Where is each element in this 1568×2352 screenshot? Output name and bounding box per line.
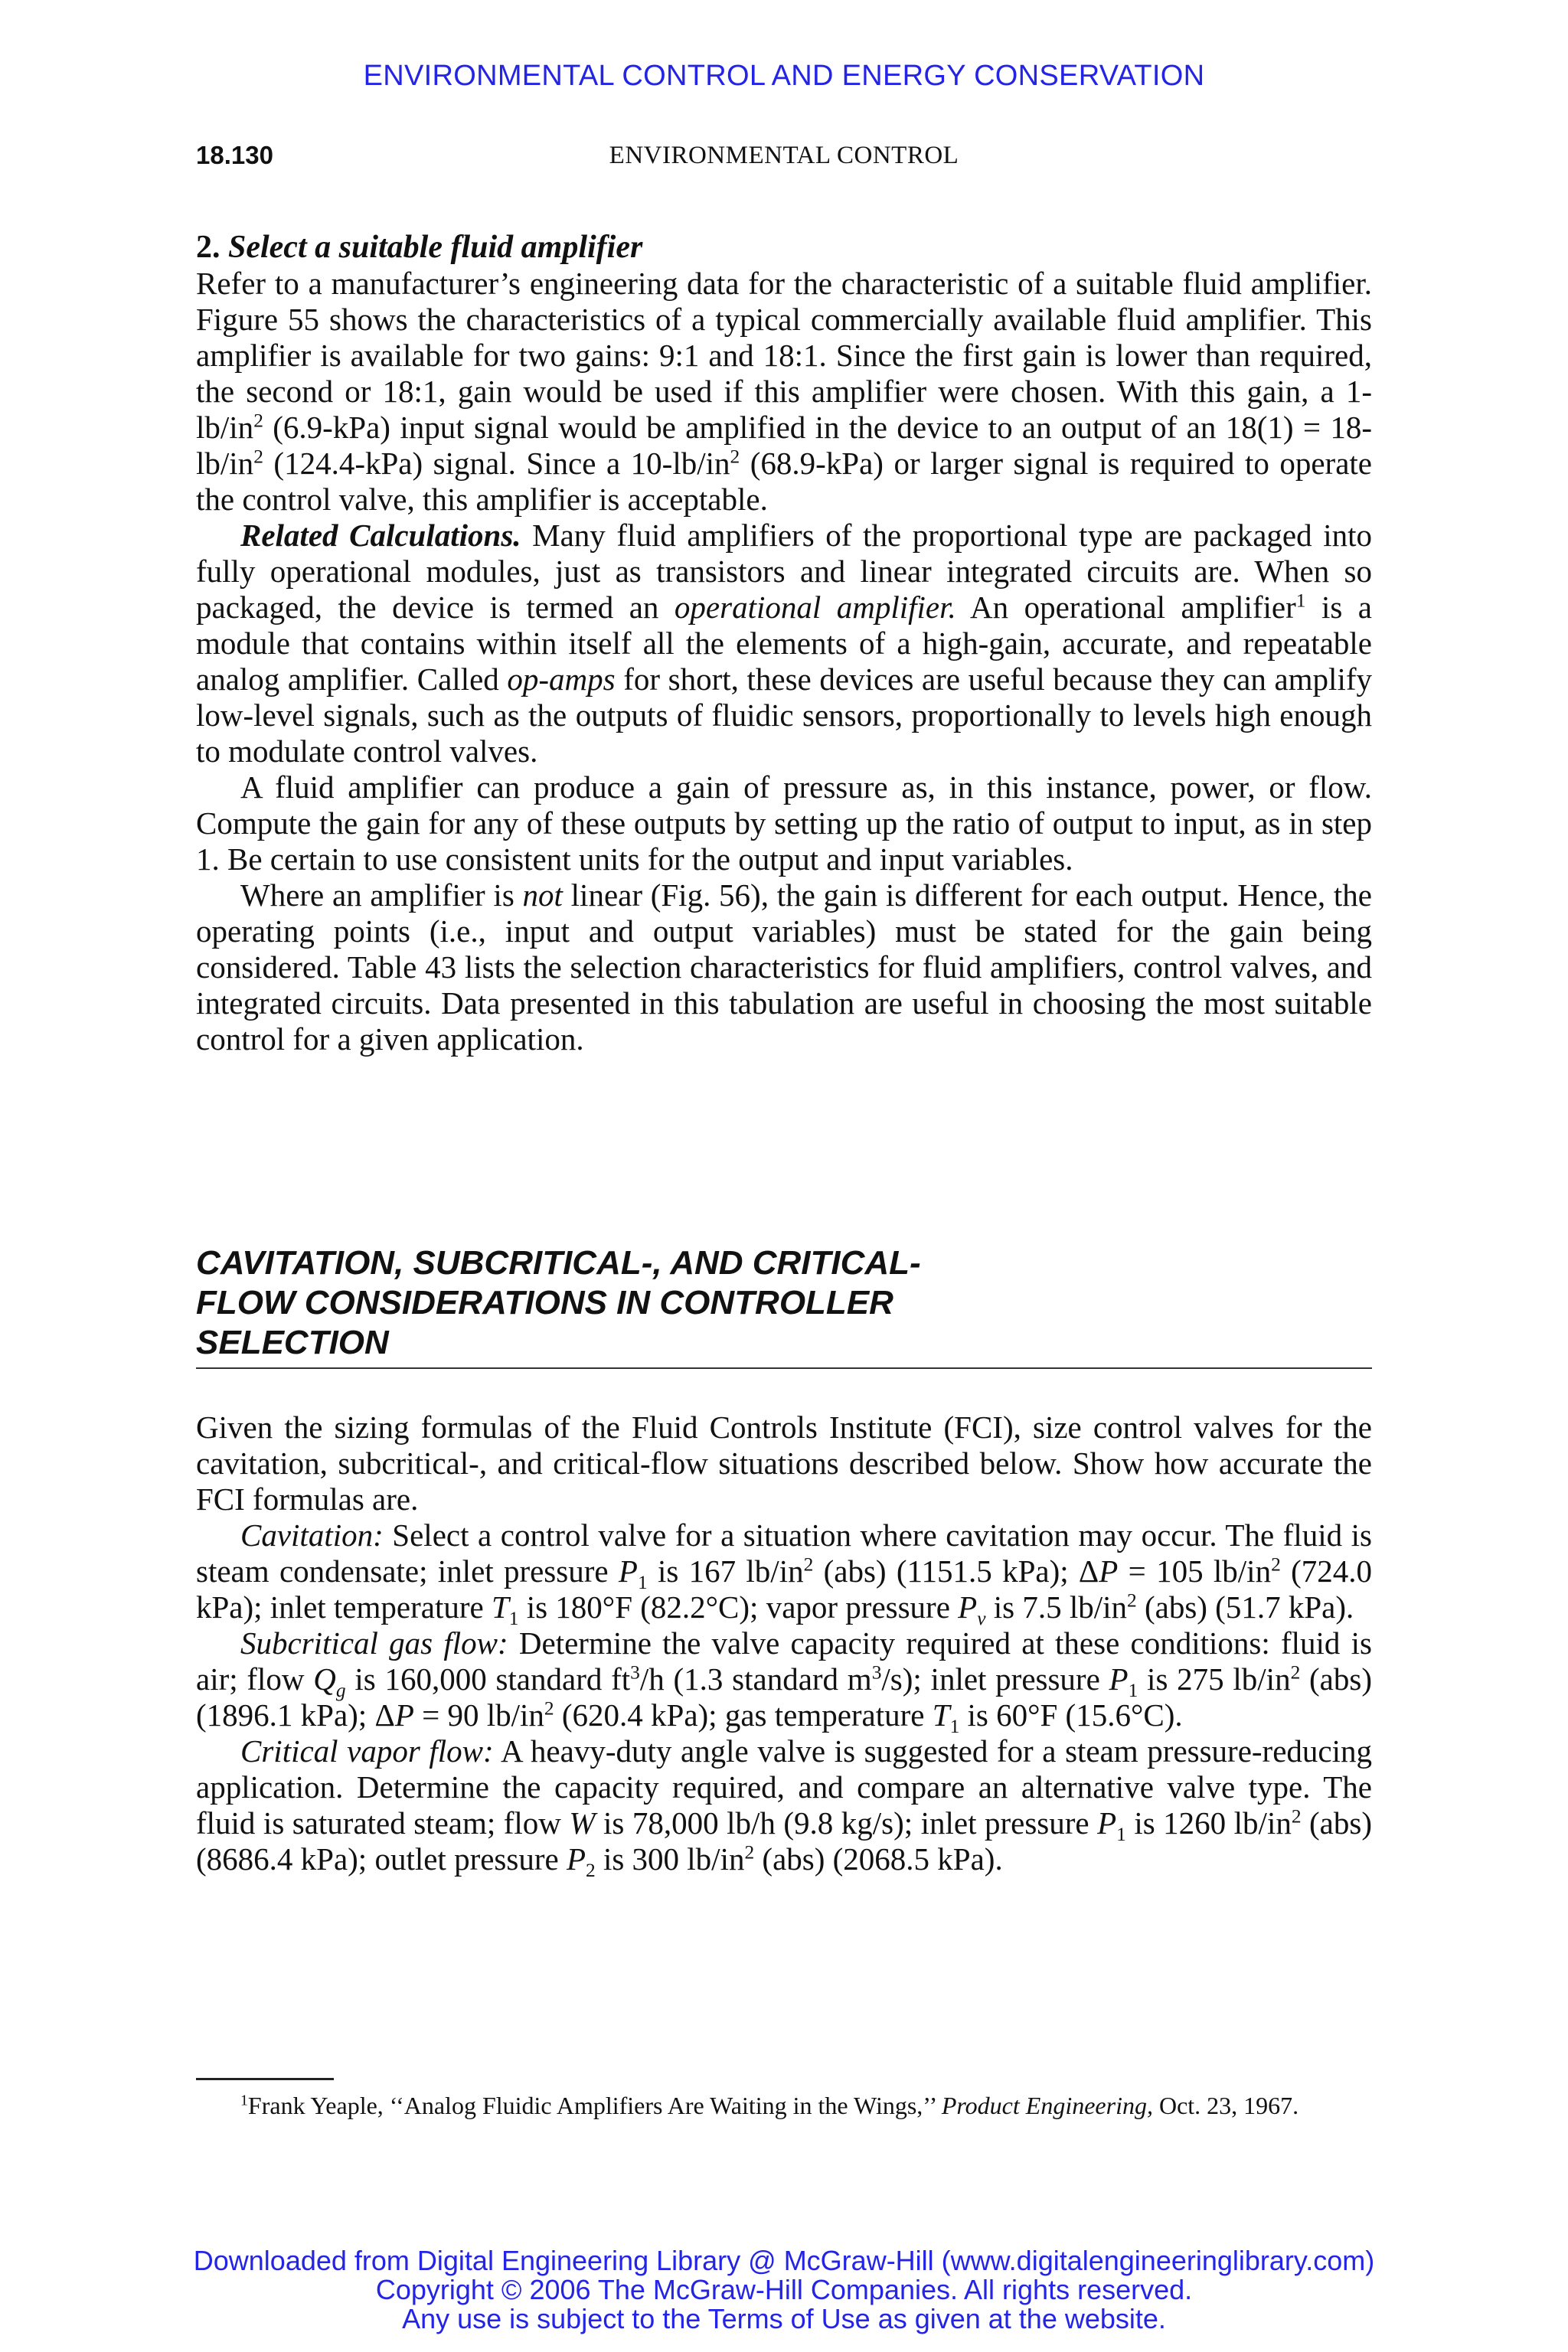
subcritical-gas-paragraph: Subcritical gas flow: Determine the valve capacity required at these conditions: fluid is air; flow $Q_g$ is 160,000 standard $ft^3/h$ (1.3 standard $m^3/s$); inlet pressure $P_1$ is 275 $lb/in^2$ (abs) (1896.1 kPa); ΔP = 90 $lb/in^2$ (620.4 kPa); gas temperature $T_1$ is 60°F (15.6°C). xyxy=(196,1625,1373,1738)
footnote-marker: 1 xyxy=(240,2092,248,2109)
footnote-ref: 1 xyxy=(1295,590,1306,612)
step-2-block xyxy=(196,230,1372,1057)
step-2-paragraph: Refer to a manufacturer’s engineering data for the characteristic of a suitable fluid amplifier. Figure 55 shows the characteristics of a typical commercially available fluid amplifier. This amplifier is available for two gains: 9:1 and 18:1. Since the first gain is lower than required, the second or 18:1, gain would be used if this amplifier were chosen. With this gain, a $1-lb/in^2$ (6.9-kPa) input signal would be amplified in the device to an output of an $18(1) = 18-lb/in^2$ (124.4-kPa) signal. Since a $10-lb/in^2$ (68.9-kPa) or larger signal is required to operate the control valve, this amplifier is acceptable. xyxy=(196,266,1373,517)
step-heading xyxy=(196,230,1372,266)
cavitation-paragraph: Cavitation: Select a control valve for a situation where cavitation may occur. The fluid is steam condensate; inlet pressure $P_1$ is 167 $lb/in^2$ (abs) (1151.5 kPa); ΔP = 105 $lb/in^2$ (724.0 kPa); inlet temperature $T_1$ is 180°F (82.2°C); vapor pressure $P_v$ is 7.5 $lb/in^2$ (abs) (51.7 kPa). xyxy=(196,1517,1372,1630)
critical-vapor-paragraph: Critical vapor flow: A heavy-duty angle valve is suggested for a steam pressure-reducing application. Determine the capacity required, and compare an alternative valve type. The fluid is saturated steam; flow W is 78,000 lb/h (9.8 kg/s); inlet pressure $P_1$ is 1260 $lb/in^2$ (abs) (8686.4 kPa); outlet pressure $P_2$ is 300 $lb/in^2$ (abs) (2068.5 kPa). xyxy=(196,1733,1372,1882)
section-body xyxy=(196,1410,1373,1882)
gain-paragraph: A fluid amplifier can produce a gain of pressure as, in this instance, power, or flow. Compute the gain for any of these outputs by setting up the ratio of output to input, as in step 1. Be certain to use consistent units for the output and input variables. xyxy=(196,769,1372,877)
step-title: Select a suitable fluid amplifier xyxy=(228,230,643,265)
top-banner: ENVIRONMENTAL CONTROL AND ENERGY CONSERVATION xyxy=(363,60,1205,92)
bottom-banner xyxy=(0,2246,1568,2334)
section-heading: CAVITATION, SUBCRITICAL-, AND CRITICAL- FLOW CONSIDERATIONS IN CONTROLLER SELECTION xyxy=(196,1244,921,1361)
related-calculations-label: Related Calculations. xyxy=(240,518,521,553)
page-number: 18.130 xyxy=(196,141,273,169)
step-number: 2. xyxy=(196,230,220,265)
download-notice[interactable]: Downloaded from Digital Engineering Library @ McGraw-Hill (www.digitalengineeringlibrary.com) xyxy=(193,2245,1375,2276)
nonlinear-paragraph: Where an amplifier is not linear (Fig. 56), the gain is different for each output. Hence, the operating points (i.e., input and output variables) must be stated for the gain being considered. Table 43 lists the selection characteristics for fluid amplifiers, control valves, and integrated circuits. Data presented in this tabulation are useful in choosing the most suitable control for a given application. xyxy=(196,877,1372,1057)
critical-vapor-label: Critical vapor flow: xyxy=(240,1733,494,1769)
copyright-notice: Copyright © 2006 The McGraw-Hill Companies. All rights reserved. xyxy=(375,2274,1193,2305)
cavitation-label: Cavitation: xyxy=(240,1517,384,1553)
running-head: ENVIRONMENTAL CONTROL xyxy=(609,142,959,169)
footnote-rule xyxy=(196,2078,334,2080)
section-divider xyxy=(196,1367,1372,1369)
section-intro: Given the sizing formulas of the Fluid Controls Institute (FCI), size control valves for the cavitation, subcritical-, and critical-flow situations described below. Show how accurate the FCI formulas are. xyxy=(196,1410,1372,1517)
subcritical-gas-label: Subcritical gas flow: xyxy=(240,1625,508,1661)
footnote: $^1$Frank Yeaple, ‘‘Analog Fluidic Amplifiers Are Waiting in the Wings,’’ Product Engineering, Oct. 23, 1967. xyxy=(240,2092,1299,2119)
terms-notice: Any use is subject to the Terms of Use as given at the website. xyxy=(402,2303,1166,2334)
related-calculations-paragraph: Related Calculations. Many fluid amplifiers of the proportional type are packaged into fully operational modules, just as transistors and linear integrated circuits are. When so packaged, the device is termed an operational amplifier. An operational amplifier$^1$ is a module that contains within itself all the elements of a high-gain, accurate, and repeatable analog amplifier. Called op-amps for short, these devices are useful because they can amplify low-level signals, such as the outputs of fluidic sensors, proportionally to levels high enough to modulate control valves. xyxy=(196,518,1373,769)
